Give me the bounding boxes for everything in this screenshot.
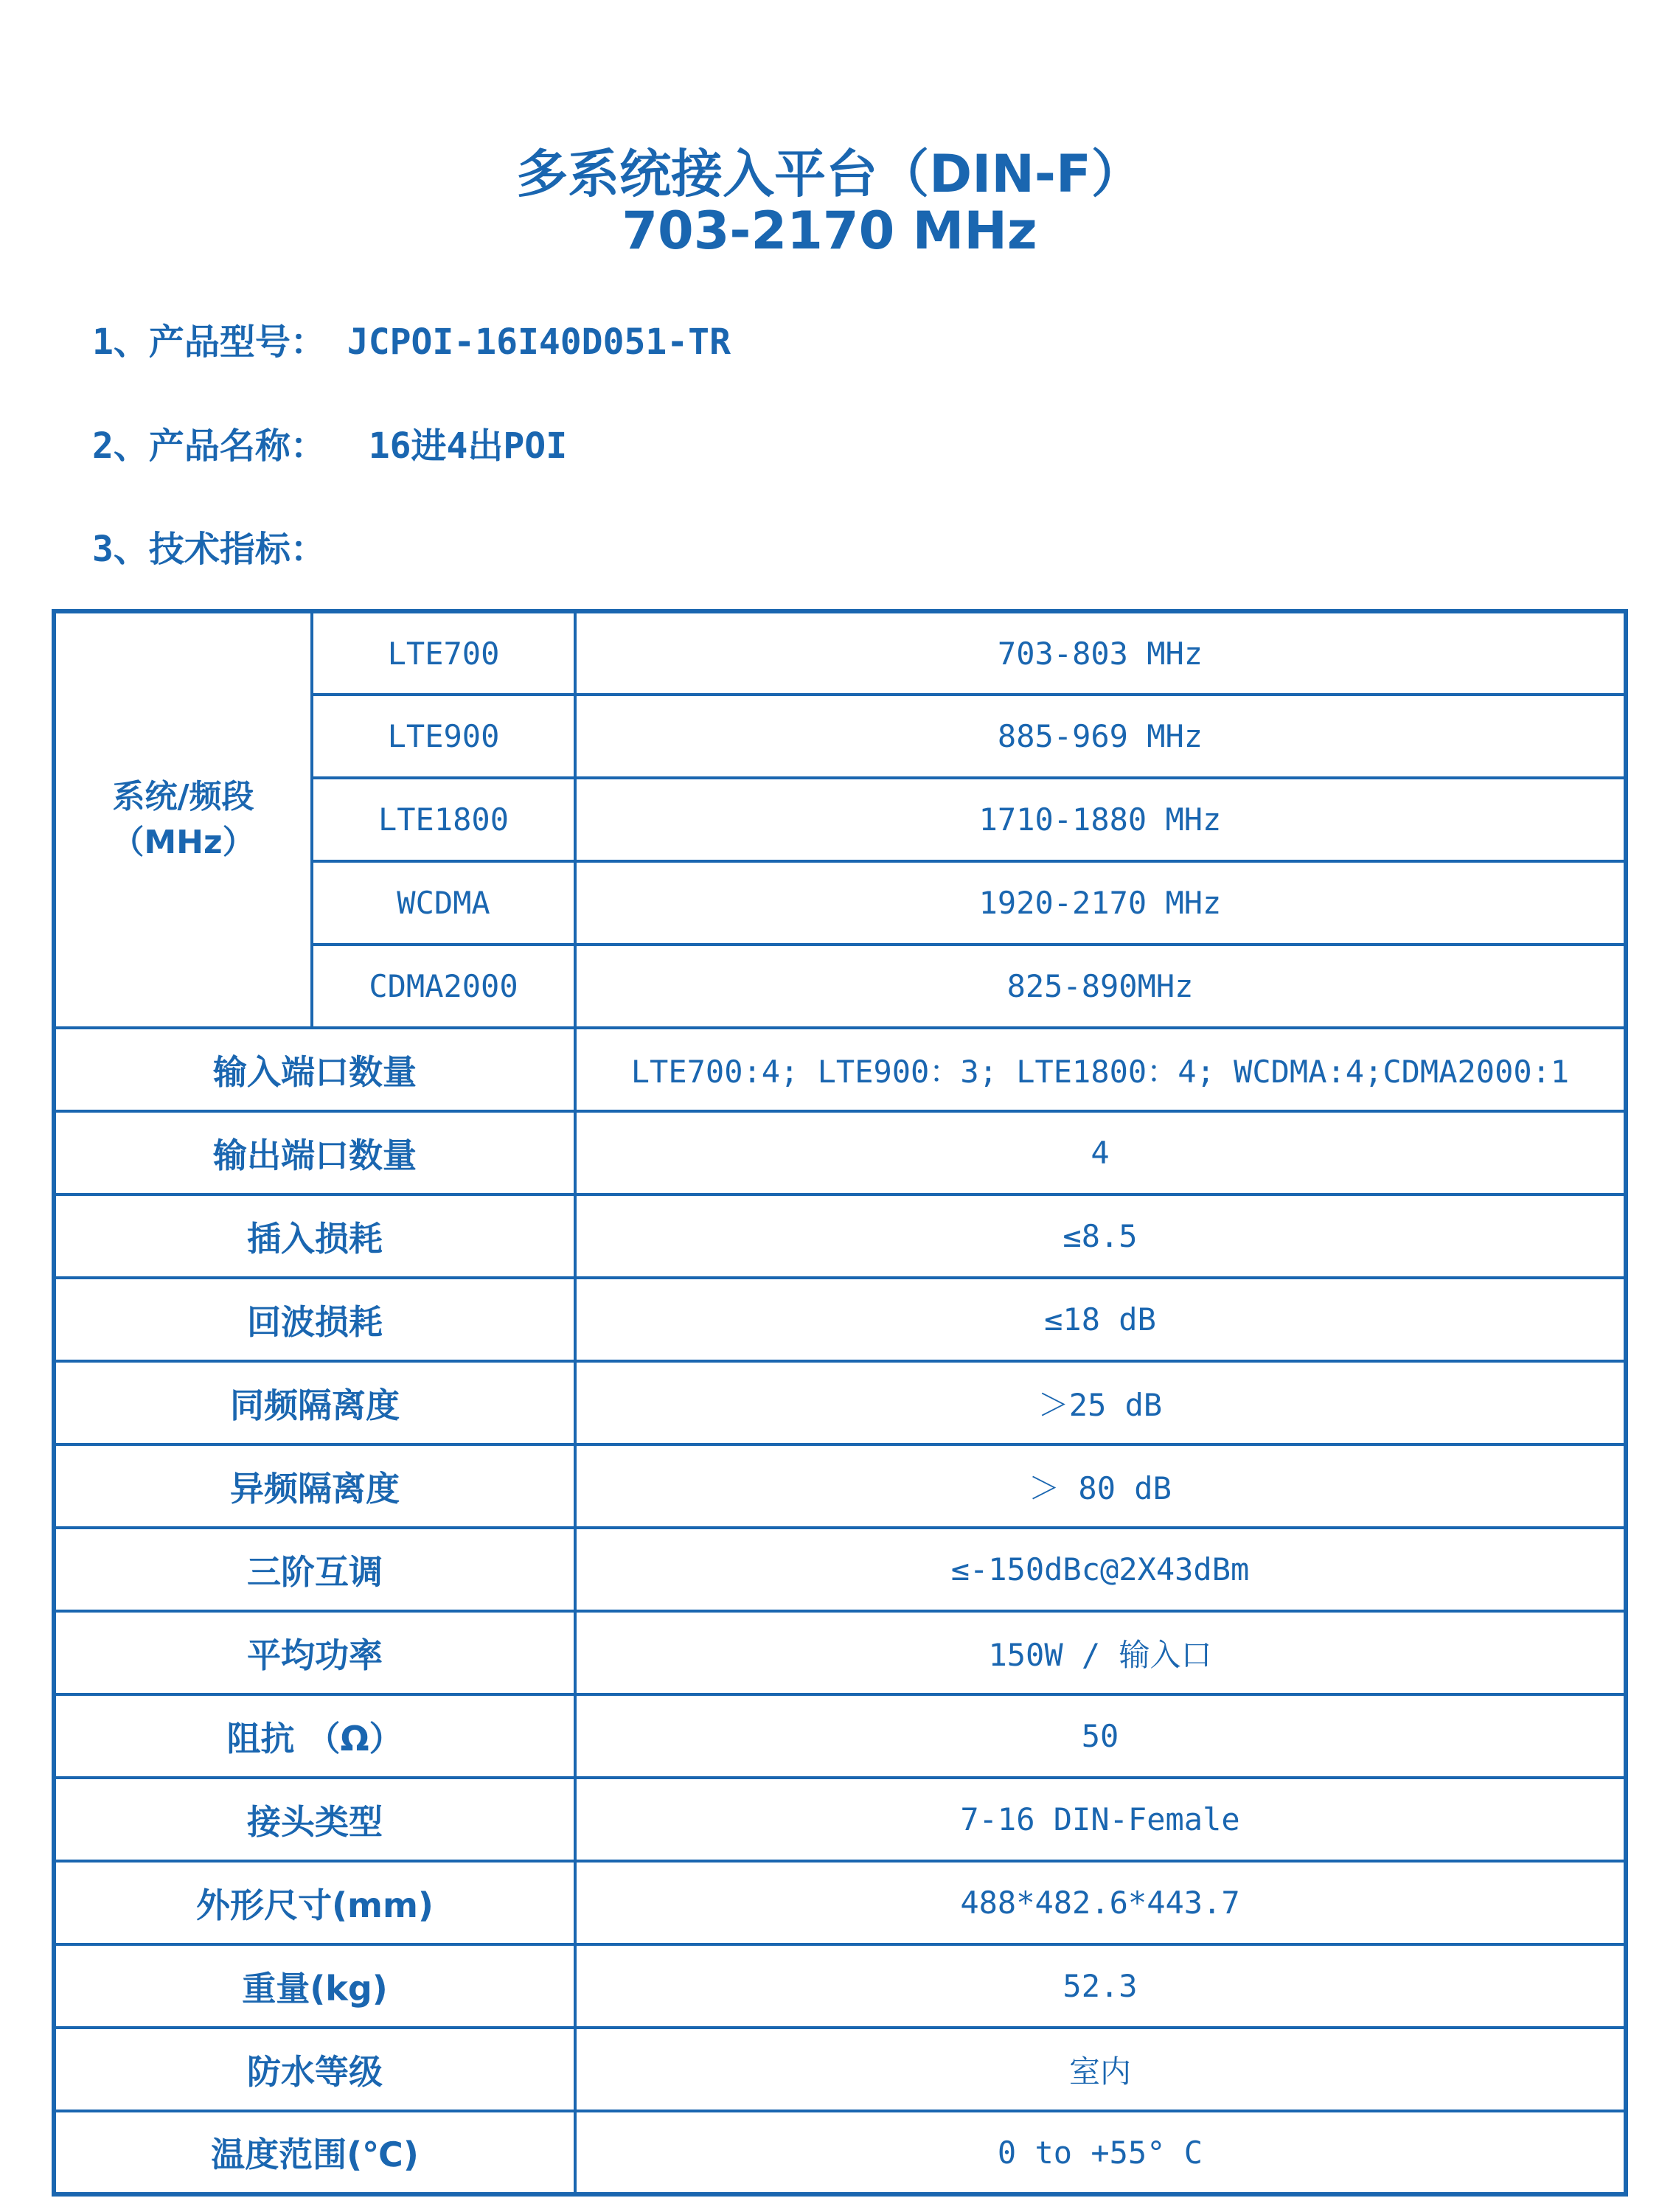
product-name: 2、产品名称： 16进4出POI — [92, 425, 568, 467]
table-row — [54, 1361, 1626, 1444]
table-row — [54, 2028, 1626, 2111]
spec-label: 接头类型 — [54, 1778, 575, 1861]
spec-value: 室内 — [575, 2028, 1626, 2111]
table-row — [54, 1528, 1626, 1611]
band-range: 885-969 MHz — [575, 695, 1626, 778]
table-row — [54, 1194, 1626, 1278]
spec-value: 50 — [575, 1694, 1626, 1778]
table-row — [54, 1778, 1626, 1861]
table-row — [54, 1694, 1626, 1778]
table-row — [54, 1111, 1626, 1194]
band-system: LTE700 — [312, 611, 575, 695]
band-range: 703-803 MHz — [575, 611, 1626, 695]
band-range: 1710-1880 MHz — [575, 778, 1626, 861]
table-row — [54, 1861, 1626, 1944]
spec-table — [52, 609, 1628, 2197]
spec-label: 输入端口数量 — [54, 1028, 575, 1111]
band-system: CDMA2000 — [312, 945, 575, 1028]
spec-value: ＞ 80 dB — [575, 1444, 1626, 1528]
spec-label: 异频隔离度 — [54, 1444, 575, 1528]
title-line-2: 703-2170 MHz — [622, 201, 1037, 261]
spec-label: 三阶互调 — [54, 1528, 575, 1611]
spec-value: 150W / 输入口 — [575, 1611, 1626, 1694]
spec-label: 平均功率 — [54, 1611, 575, 1694]
band-range: 1920-2170 MHz — [575, 861, 1626, 945]
spec-label: 回波损耗 — [54, 1278, 575, 1361]
table-row — [54, 1611, 1626, 1694]
spec-label: 外形尺寸(mm) — [54, 1861, 575, 1944]
spec-value: 488*482.6*443.7 — [575, 1861, 1626, 1944]
band-system: LTE900 — [312, 695, 575, 778]
band-system: WCDMA — [312, 861, 575, 945]
system-band-label-line2: （MHz） — [111, 824, 255, 861]
spec-value: ≤18 dB — [575, 1278, 1626, 1361]
product-model: 1、产品型号： JCPOI-16I40D051-TR — [92, 321, 731, 363]
table-row — [54, 1028, 1626, 1111]
spec-label: 重量(kg) — [54, 1944, 575, 2028]
table-row — [54, 1944, 1626, 2028]
spec-value: ≤-150dBc@2X43dBm — [575, 1528, 1626, 1611]
table-row — [54, 1278, 1626, 1361]
specs-heading: 3、技术指标： — [92, 529, 326, 570]
spec-label: 同频隔离度 — [54, 1361, 575, 1444]
spec-value: 52.3 — [575, 1944, 1626, 2028]
spec-label: 温度范围(℃) — [54, 2111, 575, 2194]
spec-label: 输出端口数量 — [54, 1111, 575, 1194]
system-band-label-line1: 系统/频段 — [112, 778, 254, 815]
band-system: LTE1800 — [312, 778, 575, 861]
table-row — [54, 1444, 1626, 1528]
table-row — [54, 2111, 1626, 2194]
band-range: 825-890MHz — [575, 945, 1626, 1028]
spec-label: 插入损耗 — [54, 1194, 575, 1278]
spec-label: 阻抗 （Ω） — [54, 1694, 575, 1778]
spec-value: ≤8.5 — [575, 1194, 1626, 1278]
table-row — [54, 611, 1626, 695]
spec-value: 4 — [575, 1111, 1626, 1194]
spec-value: 0 to +55° C — [575, 2111, 1626, 2194]
spec-value: 7-16 DIN-Female — [575, 1778, 1626, 1861]
spec-value: ＞25 dB — [575, 1361, 1626, 1444]
title-line-1: 多系统接入平台（DIN-F） — [516, 144, 1143, 204]
spec-value: LTE700:4; LTE900：3; LTE1800：4; WCDMA:4;CDMA2000:1 — [575, 1028, 1626, 1111]
system-band-label — [54, 611, 312, 1028]
spec-label: 防水等级 — [54, 2028, 575, 2111]
